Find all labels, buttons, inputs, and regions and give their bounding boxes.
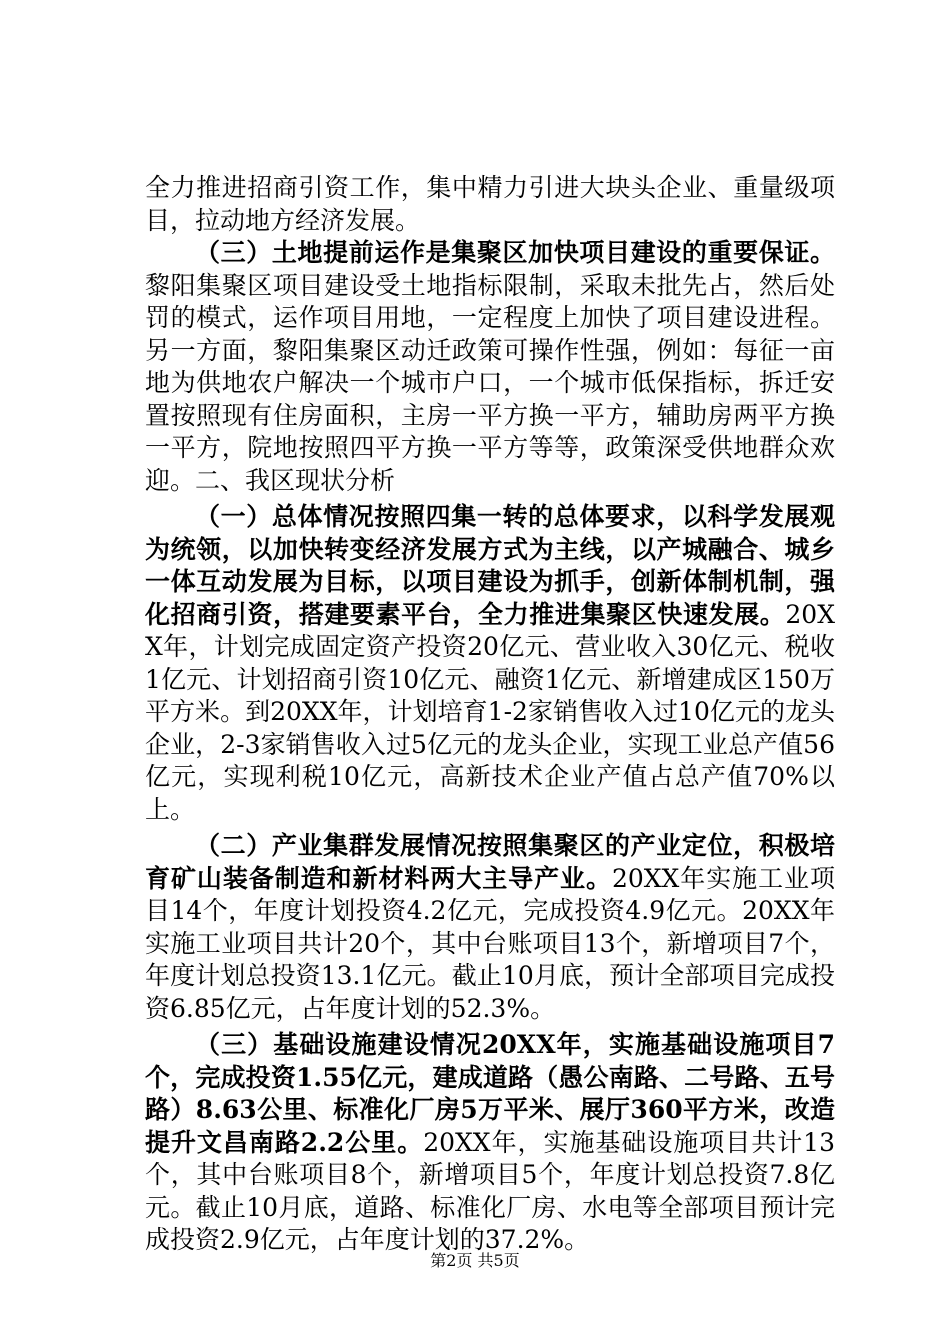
paragraph-5 — [145, 1029, 835, 1257]
paragraph-3-heading: （一）总体情况按照四集一转的总体要求，以科学发展观为统领，以加快转变经济发展方式为主线，以产城融合、城乡一体互动发展为目标，以项目建设为抓手，创新体制机制，强化招商引资，搭建要素平台，全力推进集聚区快速发展。 — [145, 502, 835, 629]
paragraph-4 — [145, 830, 835, 1025]
page-footer: 第2页 共5页 — [430, 1251, 520, 1270]
paragraph-3-text: 20XX年，计划完成固定资产投资20亿元、营业收入30亿元、税收1亿元、计划招商引资10亿元、融资1亿元、新增建成区150万平方米。到20XX年，计划培育1-2家销售收入过10亿元的龙头企业，2-3家销售收入过5亿元的龙头企业，实现工业总产值56亿元，实现利税10亿元，高新技术企业产值占总产值70%以上。 — [145, 599, 835, 824]
paragraph-2 — [145, 237, 835, 497]
paragraph-5-text: 20XX年，实施基础设施项目共计13个，其中台账项目8个，新增项目5个，年度计划总投资7.8亿元。截止10月底，道路、标准化厂房、水电等全部项目预计完成投资2.9亿元，占年度计划的37.2%。 — [145, 1127, 835, 1254]
paragraph-1 — [145, 172, 835, 237]
document-body — [145, 172, 835, 1257]
paragraph-2-heading: （三）土地提前运作是集聚区加快项目建设的重要保证。 — [195, 238, 835, 267]
paragraph-4-text: 20XX年实施工业项目14个，年度计划投资4.2亿元，完成投资4.9亿元。20XX年实施工业项目共计20个，其中台账项目13个，新增项目7个，年度计划总投资13.1亿元。截止10月底，预计全部项目完成投资6.85亿元，占年度计划的52.3%。 — [145, 863, 835, 1023]
paragraph-3 — [145, 501, 835, 826]
paragraph-2-text: 黎阳集聚区项目建设受土地指标限制，采取未批先占，然后处罚的模式，运作项目用地，一定程度上加快了项目建设进程。另一方面，黎阳集聚区动迁政策可操作性强，例如：每征一亩地为供地农户解决一个城市户口，一个城市低保指标，拆迁安置按照现有住房面积，主房一平方换一平方，辅助房两平方换一平方，院地按照四平方换一平方等等，政策深受供地群众欢迎。二、我区现状分析 — [145, 270, 835, 495]
paragraph-4-heading: （二）产业集群发展情况按照集聚区的产业定位，积极培育矿山装备制造和新材料两大主导产业。 — [145, 831, 835, 893]
paragraph-1-text: 全力推进招商引资工作，集中精力引进大块头企业、重量级项目，拉动地方经济发展。 — [145, 173, 835, 235]
paragraph-5-heading: （三）基础设施建设情况20XX年，实施基础设施项目7个，完成投资1.55亿元，建成道路（愚公南路、二号路、五号路）8.63公里、标准化厂房5万平米、展厅360平方米，改造提升文昌南路2.2公里。 — [145, 1030, 835, 1157]
